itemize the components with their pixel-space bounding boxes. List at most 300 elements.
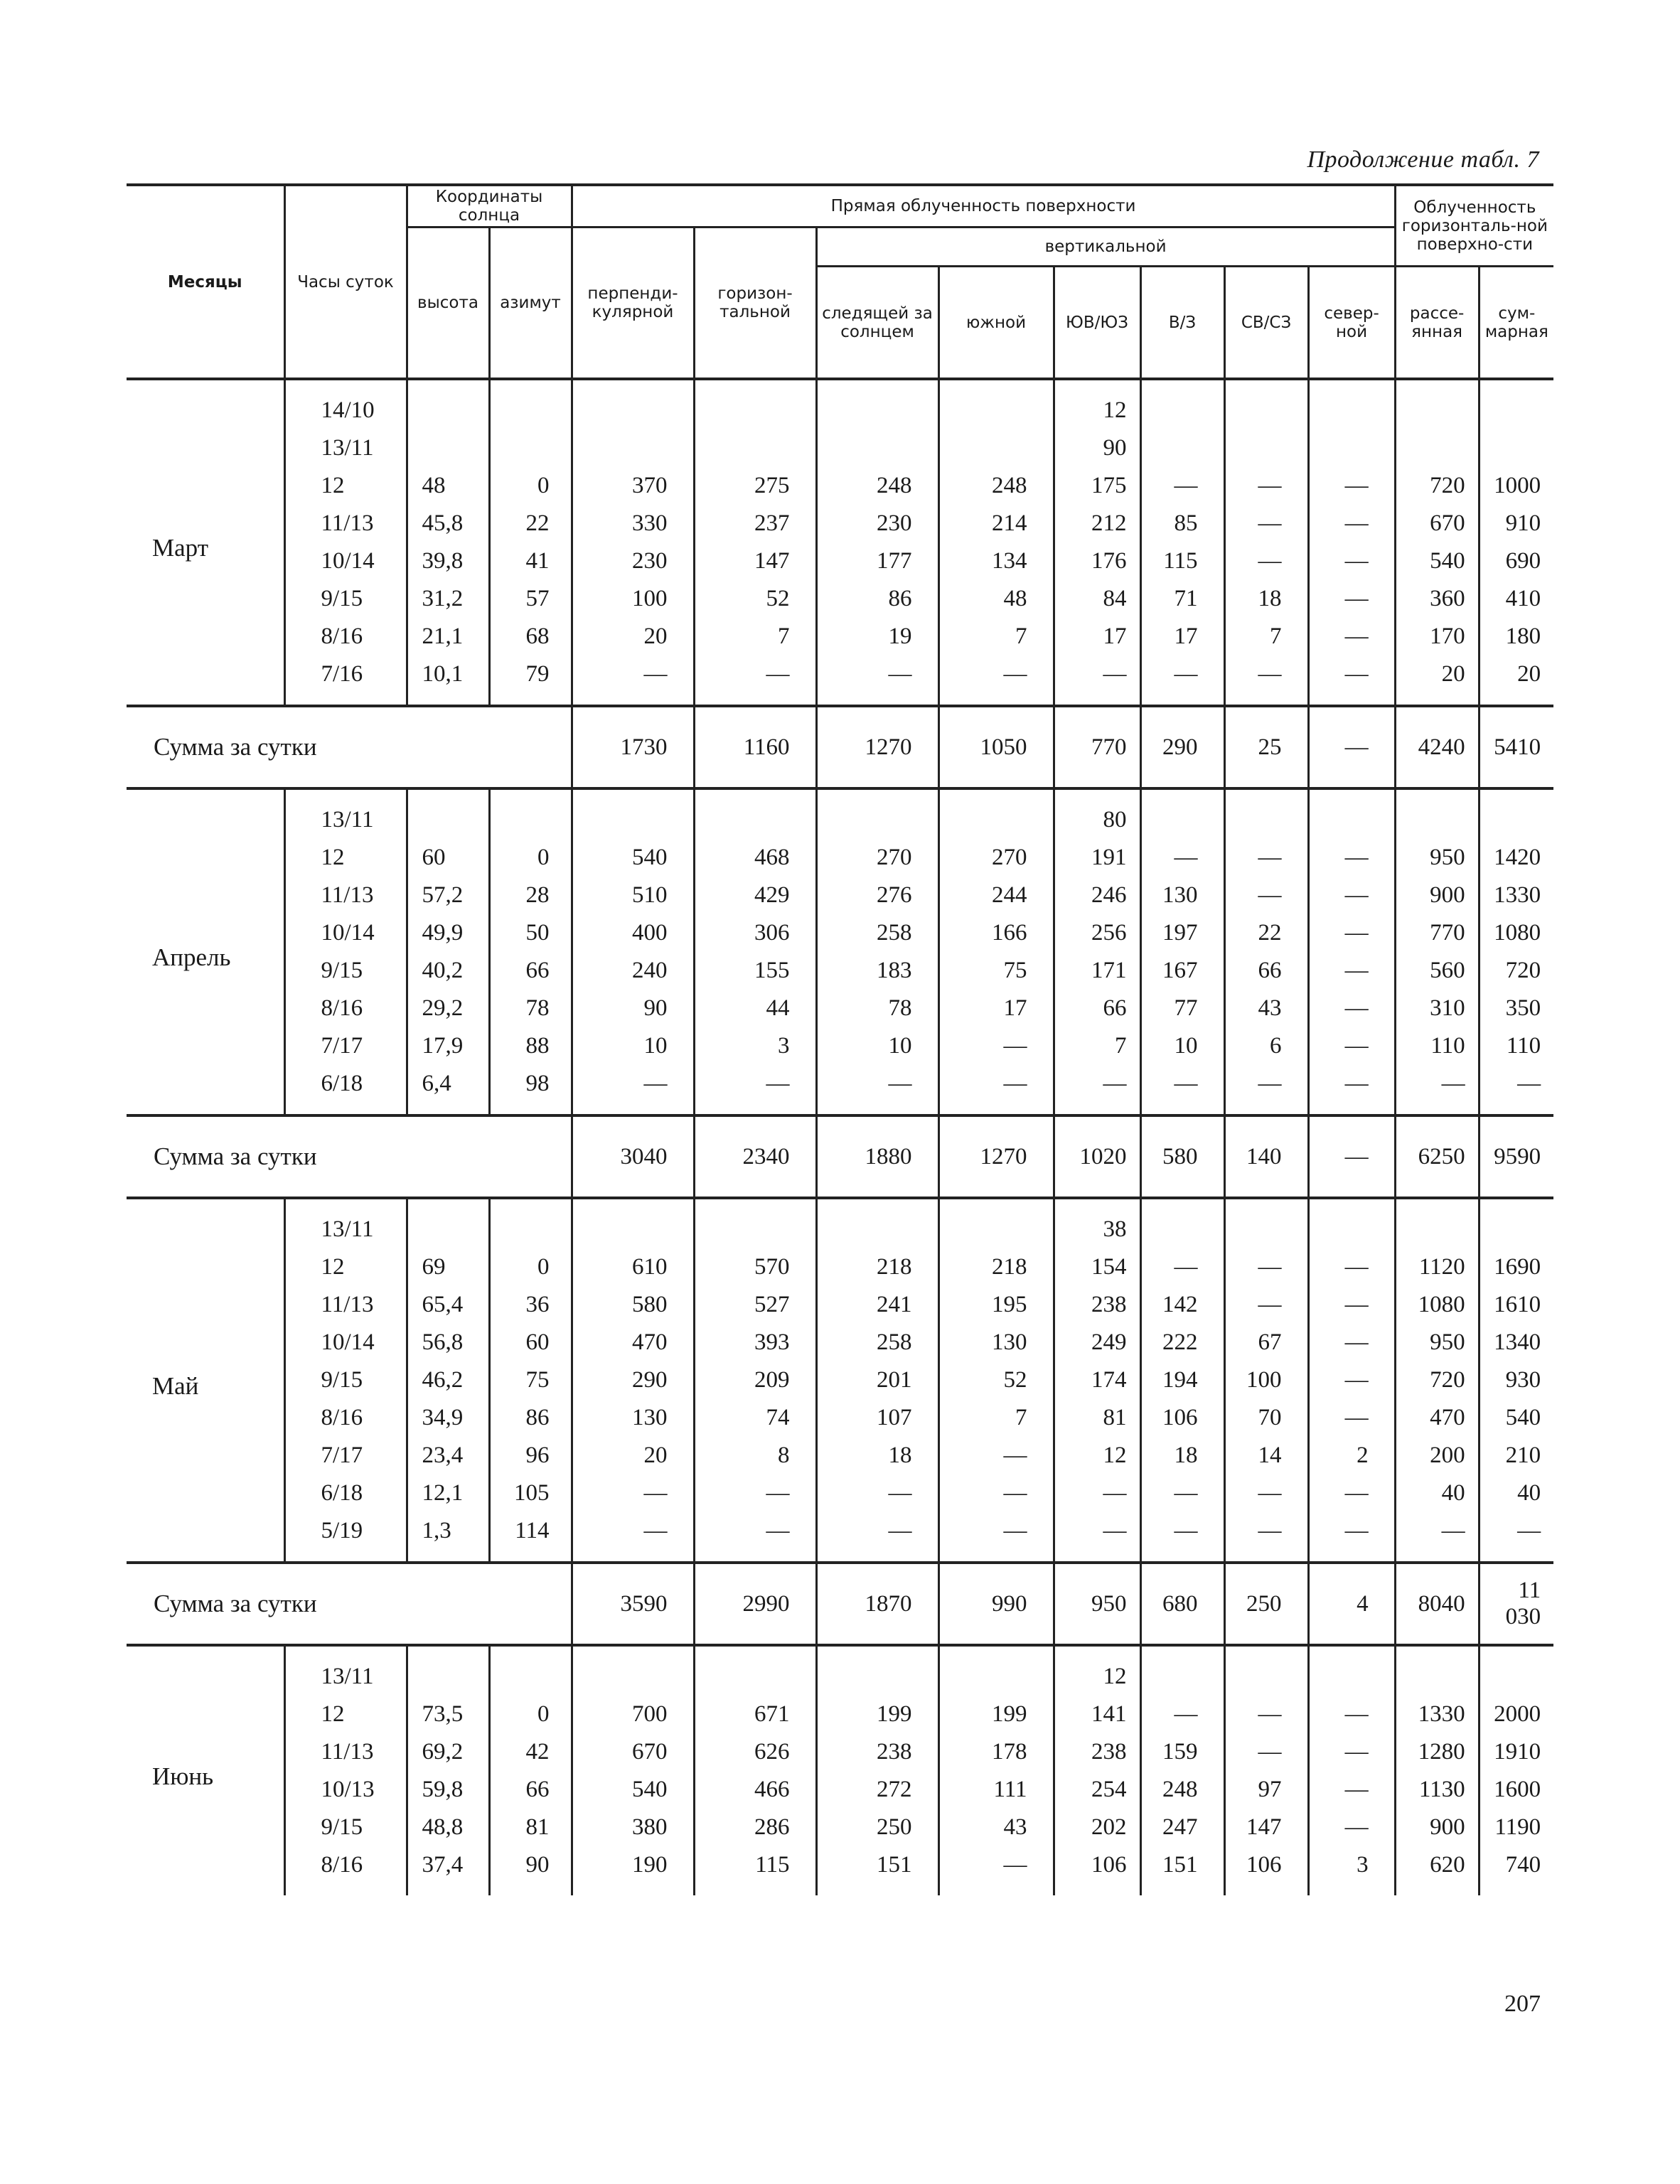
table-cell: — (938, 1846, 1054, 1895)
table-cell: — (1308, 914, 1395, 952)
table-cell: — (572, 1512, 694, 1563)
table-cell: 1190 (1479, 1809, 1553, 1846)
table-cell: 100 (1224, 1361, 1308, 1399)
table-cell: 900 (1395, 877, 1479, 914)
table-cell: 40 (1479, 1474, 1553, 1512)
table-cell: 14 (1224, 1437, 1308, 1474)
table-cell (1224, 1645, 1308, 1696)
table-cell: 22 (1224, 914, 1308, 952)
sum-cell: 990 (938, 1563, 1054, 1645)
table-cell (938, 379, 1054, 429)
table-cell: 13/11 (284, 1198, 407, 1248)
table-cell: 191 (1054, 839, 1140, 877)
table-cell: 130 (938, 1324, 1054, 1361)
table-cell: 9/15 (284, 1361, 407, 1399)
table-cell: — (1140, 1248, 1224, 1286)
table-cell: 276 (816, 877, 938, 914)
table-cell: 36 (489, 1286, 572, 1324)
table-cell: 151 (816, 1846, 938, 1895)
table-cell (572, 1645, 694, 1696)
table-cell: 57,2 (407, 877, 489, 914)
col-perpendicular: перпенди-кулярной (572, 228, 694, 380)
table-cell: 237 (694, 505, 816, 542)
sum-cell: 3040 (572, 1115, 694, 1198)
table-row (127, 1286, 1553, 1324)
table-cell (572, 788, 694, 839)
table-cell: 1330 (1395, 1696, 1479, 1733)
table-cell: 84 (1054, 580, 1140, 618)
table-cell (1395, 429, 1479, 467)
table-cell (407, 379, 489, 429)
table-cell: 81 (489, 1809, 572, 1846)
table-cell: — (1054, 1474, 1140, 1512)
table-cell: 1080 (1395, 1286, 1479, 1324)
table-cell: 142 (1140, 1286, 1224, 1324)
table-cell: 214 (938, 505, 1054, 542)
table-cell: — (1308, 1733, 1395, 1771)
table-cell: 40 (1395, 1474, 1479, 1512)
table-cell: 175 (1054, 467, 1140, 505)
sum-cell: 1020 (1054, 1115, 1140, 1198)
table-cell: — (1140, 1474, 1224, 1512)
table-cell: — (1308, 1286, 1395, 1324)
table-cell: 670 (572, 1733, 694, 1771)
table-cell: — (816, 1065, 938, 1115)
table-cell: 238 (1054, 1733, 1140, 1771)
table-cell: — (1308, 580, 1395, 618)
table-cell: 70 (1224, 1399, 1308, 1437)
daily-sum-label: Сумма за сутки (127, 1563, 572, 1645)
table-cell: 0 (489, 1696, 572, 1733)
table-cell: 107 (816, 1399, 938, 1437)
table-cell: — (1224, 1733, 1308, 1771)
table-cell: 12,1 (407, 1474, 489, 1512)
table-cell: 12 (284, 839, 407, 877)
table-cell: 80 (1054, 788, 1140, 839)
table-cell: 1910 (1479, 1733, 1553, 1771)
table-cell: 98 (489, 1065, 572, 1115)
table-cell: 66 (489, 952, 572, 990)
table-cell: 23,4 (407, 1437, 489, 1474)
table-cell: 66 (1054, 990, 1140, 1027)
table-cell: — (1308, 1512, 1395, 1563)
table-cell: 1330 (1479, 877, 1553, 914)
sum-cell: 1730 (572, 706, 694, 788)
table-cell: 195 (938, 1286, 1054, 1324)
table-cell (816, 788, 938, 839)
table-cell: — (1224, 467, 1308, 505)
table-row (127, 1027, 1553, 1065)
table-cell: 42 (489, 1733, 572, 1771)
table-cell: 570 (694, 1248, 816, 1286)
table-cell: 11/13 (284, 505, 407, 542)
sum-cell: 1160 (694, 706, 816, 788)
col-north: север-ной (1308, 267, 1395, 380)
table-row (127, 1065, 1553, 1115)
table-cell: 13/11 (284, 788, 407, 839)
table-cell: 66 (1224, 952, 1308, 990)
table-cell: — (1308, 990, 1395, 1027)
table-cell: 52 (938, 1361, 1054, 1399)
table-cell: 7/17 (284, 1437, 407, 1474)
table-cell: — (1308, 1065, 1395, 1115)
table-cell: 3 (694, 1027, 816, 1065)
table-cell: — (572, 655, 694, 706)
table-cell (816, 429, 938, 467)
table-cell: 65,4 (407, 1286, 489, 1324)
table-cell: 1280 (1395, 1733, 1479, 1771)
table-row (127, 1437, 1553, 1474)
table-cell: 12 (1054, 1645, 1140, 1696)
table-cell: 3 (1308, 1846, 1395, 1895)
sum-cell: 11 030 (1479, 1563, 1553, 1645)
table-cell: 258 (816, 1324, 938, 1361)
table-cell: 7 (938, 618, 1054, 655)
table-cell (489, 1645, 572, 1696)
table-cell: 468 (694, 839, 816, 877)
table-cell: 1600 (1479, 1771, 1553, 1809)
table-cell: 690 (1479, 542, 1553, 580)
table-cell: 105 (489, 1474, 572, 1512)
table-cell: — (1308, 839, 1395, 877)
table-cell: 350 (1479, 990, 1553, 1027)
table-cell: 10/13 (284, 1771, 407, 1809)
table-cell: 110 (1395, 1027, 1479, 1065)
table-cell: 166 (938, 914, 1054, 952)
table-cell: — (1308, 1248, 1395, 1286)
table-cell: 610 (572, 1248, 694, 1286)
table-cell: 90 (572, 990, 694, 1027)
table-cell: — (1140, 1065, 1224, 1115)
table-cell: 183 (816, 952, 938, 990)
table-cell (1308, 1645, 1395, 1696)
col-total: сум-марная (1479, 267, 1553, 380)
table-cell: 670 (1395, 505, 1479, 542)
table-cell: 241 (816, 1286, 938, 1324)
table-cell: — (1395, 1065, 1479, 1115)
sum-cell: 950 (1054, 1563, 1140, 1645)
table-cell: 910 (1479, 505, 1553, 542)
table-cell: 238 (816, 1733, 938, 1771)
table-cell: 210 (1479, 1437, 1553, 1474)
table-cell: 46,2 (407, 1361, 489, 1399)
table-row (127, 1512, 1553, 1563)
table-cell: 22 (489, 505, 572, 542)
table-cell (407, 1198, 489, 1248)
table-cell: 12 (1054, 1437, 1140, 1474)
table-cell: 176 (1054, 542, 1140, 580)
table-cell: 700 (572, 1696, 694, 1733)
table-cell: 254 (1054, 1771, 1140, 1809)
table-cell: — (1224, 1512, 1308, 1563)
table-cell: — (1308, 505, 1395, 542)
table-cell: 212 (1054, 505, 1140, 542)
table-cell: 34,9 (407, 1399, 489, 1437)
table-cell: 199 (816, 1696, 938, 1733)
table-cell (1479, 788, 1553, 839)
table-cell: — (1224, 542, 1308, 580)
table-cell: 360 (1395, 580, 1479, 618)
table-cell (489, 788, 572, 839)
table-cell: 250 (816, 1809, 938, 1846)
table-cell: 77 (1140, 990, 1224, 1027)
table-cell: — (816, 1512, 938, 1563)
table-cell: 20 (1395, 655, 1479, 706)
table-cell: 197 (1140, 914, 1224, 952)
table-cell: 52 (694, 580, 816, 618)
table-cell (1479, 1198, 1553, 1248)
table-cell: 900 (1395, 1809, 1479, 1846)
table-cell: — (1140, 1696, 1224, 1733)
table-cell: 194 (1140, 1361, 1224, 1399)
sum-cell: 2340 (694, 1115, 816, 1198)
table-cell: — (1479, 1065, 1553, 1115)
table-cell: — (1308, 1771, 1395, 1809)
table-cell: 39,8 (407, 542, 489, 580)
sum-cell: 9590 (1479, 1115, 1553, 1198)
table-cell: 560 (1395, 952, 1479, 990)
table-cell: 11/13 (284, 1733, 407, 1771)
table-cell: 2 (1308, 1437, 1395, 1474)
table-cell: 950 (1395, 1324, 1479, 1361)
table-cell: — (1054, 1512, 1140, 1563)
table-cell: 7/16 (284, 655, 407, 706)
table-cell: 68 (489, 618, 572, 655)
sum-cell: — (1308, 1115, 1395, 1198)
table-cell (816, 379, 938, 429)
col-coords: Координаты солнца (407, 185, 572, 228)
sum-cell: 5410 (1479, 706, 1553, 788)
table-cell: 115 (694, 1846, 816, 1895)
table-cell: 12 (284, 467, 407, 505)
table-cell: 1000 (1479, 467, 1553, 505)
table-cell: 770 (1395, 914, 1479, 952)
table-cell: — (1224, 877, 1308, 914)
table-cell: 0 (489, 1248, 572, 1286)
table-cell: 50 (489, 914, 572, 952)
table-row (127, 1771, 1553, 1809)
table-cell: 134 (938, 542, 1054, 580)
table-cell: — (1224, 1248, 1308, 1286)
table-cell: 246 (1054, 877, 1140, 914)
table-cell: 9/15 (284, 952, 407, 990)
sum-cell: 1270 (816, 706, 938, 788)
table-cell: 115 (1140, 542, 1224, 580)
table-cell: — (1308, 1399, 1395, 1437)
sum-cell: 680 (1140, 1563, 1224, 1645)
table-cell: — (1308, 655, 1395, 706)
table-cell: — (1308, 1809, 1395, 1846)
col-horiz-surface: Облученность горизонталь-ной поверхно-сти (1395, 185, 1553, 267)
table-cell: 209 (694, 1361, 816, 1399)
table-cell (694, 1198, 816, 1248)
table-cell: 290 (572, 1361, 694, 1399)
table-cell (1308, 429, 1395, 467)
col-ne-nw: СВ/СЗ (1224, 267, 1308, 380)
table-cell: — (1224, 1065, 1308, 1115)
table-cell: 380 (572, 1809, 694, 1846)
table-cell: — (1140, 467, 1224, 505)
table-cell: 249 (1054, 1324, 1140, 1361)
table-cell (1395, 1645, 1479, 1696)
sum-cell: 4240 (1395, 706, 1479, 788)
sum-cell: 25 (1224, 706, 1308, 788)
table-cell: 88 (489, 1027, 572, 1065)
col-diffuse: рассе-янная (1395, 267, 1479, 380)
table-row (127, 580, 1553, 618)
table-cell: 130 (572, 1399, 694, 1437)
table-cell: 540 (1479, 1399, 1553, 1437)
table-cell: 1120 (1395, 1248, 1479, 1286)
table-row (127, 1733, 1553, 1771)
table-cell (1395, 788, 1479, 839)
table-cell: 272 (816, 1771, 938, 1809)
table-cell: 90 (489, 1846, 572, 1895)
col-months: Месяцы (167, 272, 242, 291)
table-cell: 5/19 (284, 1512, 407, 1563)
table-cell (938, 429, 1054, 467)
sum-cell: 1870 (816, 1563, 938, 1645)
table-cell: 720 (1479, 952, 1553, 990)
table-cell: 106 (1140, 1399, 1224, 1437)
sum-cell: 140 (1224, 1115, 1308, 1198)
table-cell: 270 (938, 839, 1054, 877)
table-row (127, 1474, 1553, 1512)
table-cell (1140, 379, 1224, 429)
col-altitude: высота (407, 228, 489, 380)
sum-cell: 290 (1140, 706, 1224, 788)
table-cell (1140, 429, 1224, 467)
table-cell: 620 (1395, 1846, 1479, 1895)
table-cell: 90 (1054, 429, 1140, 467)
table-cell: 60 (407, 839, 489, 877)
table-cell: 59,8 (407, 1771, 489, 1809)
table-cell (489, 379, 572, 429)
table-cell: 1420 (1479, 839, 1553, 877)
table-cell: — (938, 1512, 1054, 1563)
table-cell: 201 (816, 1361, 938, 1399)
col-direct: Прямая облученность поверхности (572, 185, 1395, 228)
sum-cell: 8040 (1395, 1563, 1479, 1645)
table-cell (1224, 1198, 1308, 1248)
table-row (127, 1809, 1553, 1846)
table-row (127, 505, 1553, 542)
table-row (127, 877, 1553, 914)
table-row (127, 839, 1553, 877)
table-cell: 13/11 (284, 1645, 407, 1696)
table-cell: — (1054, 655, 1140, 706)
table-cell: — (1308, 542, 1395, 580)
table-cell: 159 (1140, 1733, 1224, 1771)
sum-cell: 250 (1224, 1563, 1308, 1645)
table-cell: 8/16 (284, 618, 407, 655)
table-row (127, 1248, 1553, 1286)
table-cell: 222 (1140, 1324, 1224, 1361)
sum-cell: 1880 (816, 1115, 938, 1198)
table-cell: 114 (489, 1512, 572, 1563)
table-cell: 48,8 (407, 1809, 489, 1846)
table-cell: 306 (694, 914, 816, 952)
table-cell: 45,8 (407, 505, 489, 542)
table-cell: 248 (816, 467, 938, 505)
table-cell: 1610 (1479, 1286, 1553, 1324)
table-cell: 200 (1395, 1437, 1479, 1474)
table-cell: 20 (572, 618, 694, 655)
table-cell: 43 (938, 1809, 1054, 1846)
table-cell: — (1054, 1065, 1140, 1115)
table-row (127, 914, 1553, 952)
table-cell: 370 (572, 467, 694, 505)
table-cell: 7/17 (284, 1027, 407, 1065)
table-row (127, 1399, 1553, 1437)
daily-sum-label: Сумма за сутки (127, 706, 572, 788)
table-cell: 14/10 (284, 379, 407, 429)
table-cell: 31,2 (407, 580, 489, 618)
table-cell (816, 1198, 938, 1248)
table-cell: 626 (694, 1733, 816, 1771)
table-cell (1224, 379, 1308, 429)
daily-sum-label: Сумма за сутки (127, 1115, 572, 1198)
table-cell (694, 429, 816, 467)
table-cell: 177 (816, 542, 938, 580)
table-cell: 111 (938, 1771, 1054, 1809)
table-cell: — (1224, 505, 1308, 542)
table-cell: 78 (816, 990, 938, 1027)
table-row (127, 990, 1553, 1027)
col-south: южной (938, 267, 1054, 380)
table-cell: 69,2 (407, 1733, 489, 1771)
table-cell: 466 (694, 1771, 816, 1809)
table-cell (1140, 788, 1224, 839)
table-row (127, 1198, 1553, 1248)
col-hours: Часы суток (284, 185, 407, 379)
table-cell (1479, 429, 1553, 467)
table-cell: 106 (1224, 1846, 1308, 1895)
table-cell: 66 (489, 1771, 572, 1809)
table-cell: 310 (1395, 990, 1479, 1027)
table-row (127, 1361, 1553, 1399)
table-cell: — (1308, 952, 1395, 990)
table-cell: 74 (694, 1399, 816, 1437)
table-cell: 429 (694, 877, 816, 914)
table-cell: 720 (1395, 467, 1479, 505)
table-cell: 154 (1054, 1248, 1140, 1286)
table-cell: 8 (694, 1437, 816, 1474)
table-cell: 174 (1054, 1361, 1140, 1399)
table-cell: 7 (694, 618, 816, 655)
table-row (127, 467, 1553, 505)
table-cell: — (1308, 1696, 1395, 1733)
table-cell: 470 (1395, 1399, 1479, 1437)
table-cell: 1690 (1479, 1248, 1553, 1286)
table-cell: 10/14 (284, 914, 407, 952)
table-cell: 12 (284, 1248, 407, 1286)
table-cell: 7 (1054, 1027, 1140, 1065)
table-row (127, 952, 1553, 990)
table-cell: 10 (1140, 1027, 1224, 1065)
table-cell: 100 (572, 580, 694, 618)
table-cell: 248 (1140, 1771, 1224, 1809)
table-cell: 69 (407, 1248, 489, 1286)
table-cell: 286 (694, 1809, 816, 1846)
table-cell: 18 (1140, 1437, 1224, 1474)
table-cell: 96 (489, 1437, 572, 1474)
table-cell: 410 (1479, 580, 1553, 618)
table-cell: — (1308, 1027, 1395, 1065)
table-cell: 10/14 (284, 1324, 407, 1361)
table-cell: 12 (284, 1696, 407, 1733)
table-cell: 230 (816, 505, 938, 542)
